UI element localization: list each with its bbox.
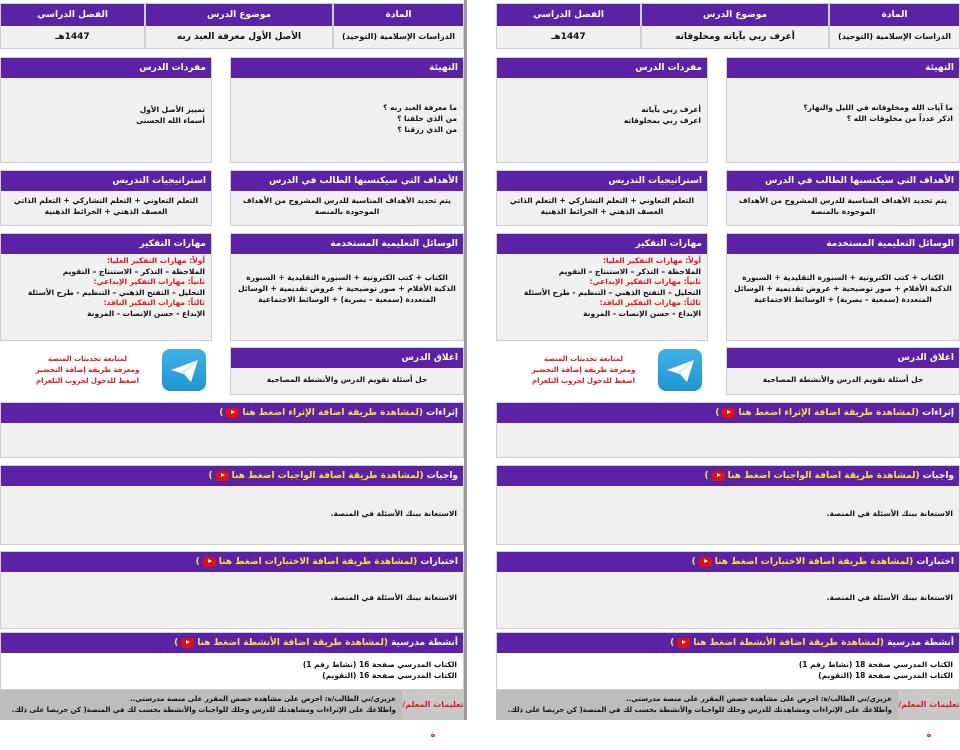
text-line: التعلم التعاوني + التعلم التشاركي + التعلم الذاتي <box>13 196 199 205</box>
text-line: اضغط للدخول لجروب التلغرام <box>532 377 635 385</box>
skill-heading: ثالثاً: مهارات التفكير الناقد: <box>103 298 205 307</box>
warmup-lines <box>727 78 959 128</box>
means-box <box>726 233 960 341</box>
activities-video-link[interactable] <box>670 638 884 648</box>
skill-heading: أولاً: مهارات التفكير العليا: <box>603 256 701 265</box>
means-text: الكتاب + كتب الكترونية + السبورة التقليدية + السبورة الذكية الأقلام + صور توضيحية + عروض تقديمية + الوسائل المتعددة (سمعية – بصرية) + الوسائط الاجتماعية <box>238 273 456 304</box>
skill-heading: ثانياً: مهارات التفكير الإبداعي: <box>93 277 205 286</box>
page-divider <box>464 0 467 720</box>
subject-value: الدراسات الإسلامية (التوحيد) <box>830 26 959 48</box>
telegram-icon[interactable] <box>162 349 206 391</box>
activities-title: أنشطة مدرسية <box>887 638 954 648</box>
term-value: 1447هـ <box>497 26 640 48</box>
objectives-box <box>726 170 960 226</box>
tests-box <box>0 551 464 629</box>
instructions-text <box>496 690 898 720</box>
tests-text: الاستعانة ببنك الأسئلة في المنصة. <box>826 593 953 602</box>
term-label: الفصل الدراسي <box>1 4 144 26</box>
closure-title: اغلاق الدرس <box>231 348 463 368</box>
youtube-icon <box>699 557 712 567</box>
link-text: (لمشاهدة طريقة اضافة الاختبارات اضغط هنا <box>714 557 914 567</box>
youtube-icon <box>677 638 690 648</box>
skills-list <box>1 254 211 323</box>
vocab-box <box>0 57 212 163</box>
link-close: ) <box>715 408 720 418</box>
text-line: واطلاعك على الإثراءات ومشاهدتك للدرس وحلك للواجبات والأنشطة بحسب لك في المنصة( كن حريصا على ذلك. <box>507 706 892 714</box>
lesson-plan-page <box>0 0 464 739</box>
text-line: من الذي رزقنا ؟ <box>397 125 457 134</box>
text-line: واطلاعك على الإثراءات ومشاهدتك للدرس وحلك للواجبات والأنشطة بحسب لك في المنصة( كن حريصا على ذلك. <box>11 706 396 714</box>
link-text: (لمشاهدة طريقة اضافة الواجبات اضغط هنا <box>727 471 920 481</box>
tests-box <box>496 551 960 629</box>
warmup-title: التهيئة <box>231 58 463 78</box>
text-line: ما معرفة العبد ربه ؟ <box>383 103 457 112</box>
activities-lines <box>1 653 463 685</box>
term-cell <box>496 3 641 49</box>
header-table <box>496 3 960 49</box>
skills-box <box>496 233 708 341</box>
text-line: ومعرفة طريقة إضافة التحضير <box>35 366 140 374</box>
link-text: (لمشاهدة طريقة اضافة الاختبارات اضغط هنا <box>218 557 418 567</box>
instructions-label: تعليمات المعلم/ة <box>402 700 464 739</box>
skill-heading: أولاً: مهارات التفكير العليا: <box>107 256 205 265</box>
strategies-title: استراتيجيات التدريس <box>1 171 211 191</box>
skill-text: التحليل – التفتح الذهني – التنظيم - طرح الأسئلة <box>27 287 205 297</box>
link-close: ) <box>704 471 709 481</box>
vocab-title: مفردات الدرس <box>497 58 707 78</box>
text-line: عزيزي/تي الطالب/ة: احرص على مشاهدة حصص المقرر على منصة مدرستي.. <box>625 695 892 703</box>
closure-box <box>230 347 464 395</box>
text-line: عزيزي/تي الطالب/ة: احرص على مشاهدة حصص المقرر على منصة مدرستي.. <box>129 695 396 703</box>
text-line: لمتابعة تحديثات المنصة <box>47 355 128 363</box>
strategies-lines <box>497 191 707 221</box>
tests-text: الاستعانة ببنك الأسئلة في المنصة. <box>330 593 457 602</box>
enrichment-video-link[interactable] <box>219 408 423 418</box>
text-line: أعرف ربي بآياته <box>641 105 701 114</box>
text-line: العصف الذهني + الخرائط الذهنية <box>44 207 168 216</box>
text-line: من الذي خلقنا ؟ <box>397 114 457 123</box>
homework-title: واجبات <box>922 471 954 481</box>
link-text: (لمشاهدة طريقة اضافة الأنشطة اضغط هنا <box>197 638 388 648</box>
closure-text: حل أسئلة تقويم الدرس والأنشطة المصاحبة <box>762 375 924 384</box>
text-line: ما آيات الله ومخلوقاته في الليل والنهار؟ <box>803 103 953 112</box>
text-line: ومعرفة طريقة إضافة التحضير <box>531 366 636 374</box>
telegram-promo[interactable] <box>20 350 155 391</box>
tests-video-link[interactable] <box>692 557 914 567</box>
subject-cell <box>333 3 464 49</box>
tests-video-link[interactable] <box>196 557 418 567</box>
text-line: اضغط للدخول لجروب التلغرام <box>36 377 139 385</box>
enrichment-video-link[interactable] <box>715 408 919 418</box>
skills-title: مهارات التفكير <box>1 234 211 254</box>
term-cell <box>0 3 145 49</box>
activities-video-link[interactable] <box>174 638 388 648</box>
teacher-instructions <box>0 690 464 739</box>
topic-value: الأصل الأول معرفة العبد ربه <box>146 26 332 48</box>
warmup-box <box>230 57 464 163</box>
link-close: ) <box>174 638 179 648</box>
topic-label: موضوع الدرس <box>642 4 828 26</box>
skills-list <box>497 254 707 323</box>
link-close: ) <box>219 408 224 418</box>
text-line: التعلم التعاوني + التعلم التشاركي + التعلم الذاتي <box>509 196 695 205</box>
subject-value: الدراسات الإسلامية (التوحيد) <box>334 26 463 48</box>
skill-text: الملاحظة – التذكر – الاستنتاج – التقويم <box>62 266 205 276</box>
topic-cell <box>641 3 829 49</box>
vocab-title: مفردات الدرس <box>1 58 211 78</box>
vocab-lines <box>1 78 211 130</box>
skill-text: الملاحظة – التذكر – الاستنتاج – التقويم <box>558 266 701 276</box>
closure-box <box>726 347 960 395</box>
vocab-box <box>496 57 708 163</box>
term-label: الفصل الدراسي <box>497 4 640 26</box>
skill-text: الإبداع - حسن الإنصات - المرونة <box>583 308 701 318</box>
objectives-box <box>230 170 464 226</box>
text-line: لمتابعة تحديثات المنصة <box>543 355 624 363</box>
activities-box <box>0 632 464 690</box>
activities-box <box>496 632 960 690</box>
link-close: ) <box>691 557 696 567</box>
skills-title: مهارات التفكير <box>497 234 707 254</box>
means-box <box>230 233 464 341</box>
homework-video-link[interactable] <box>705 471 920 481</box>
homework-text: الاستعانة ببنك الأسئلة في المنصة. <box>826 509 953 518</box>
instructions-text <box>0 690 402 720</box>
teacher-instructions <box>496 690 960 739</box>
means-text: الكتاب + كتب الكترونية + السبورة التقليدية + السبورة الذكية الأقلام + صور توضيحية + عروض تقديمية + الوسائل المتعددة (سمعية – بصرية) + الوسائط الاجتماعية <box>734 273 952 304</box>
youtube-icon <box>181 638 194 648</box>
text-line: العصف الذهني + الخرائط الذهنية <box>540 207 664 216</box>
text-line: اعرف ربي بمخلوقاته <box>623 116 701 125</box>
text-line: أسماء الله الحسنى <box>136 116 205 125</box>
closure-text: حل أسئلة تقويم الدرس والأنشطة المصاحبة <box>266 375 428 384</box>
skill-heading: ثالثاً: مهارات التفكير الناقد: <box>599 298 701 307</box>
objectives-title: الأهداف التي سيكتسبها الطالب في الدرس <box>727 171 959 191</box>
homework-title: واجبات <box>426 471 458 481</box>
topic-label: موضوع الدرس <box>146 4 332 26</box>
warmup-lines <box>231 78 463 139</box>
subject-label: المادة <box>830 4 959 26</box>
homework-video-link[interactable] <box>209 471 424 481</box>
vocab-lines <box>497 78 707 130</box>
closure-title: اغلاق الدرس <box>727 348 959 368</box>
objectives-text: يتم تحديد الأهداف المناسبة للدرس المشروح من الأهداف الموجودة بالمنصة <box>738 196 947 216</box>
term-value: 1447هـ <box>1 26 144 48</box>
youtube-icon <box>203 557 216 567</box>
tests-title: اختبارات <box>420 557 458 567</box>
subject-label: المادة <box>334 4 463 26</box>
means-title: الوسائل التعليمية المستخدمة <box>231 234 463 254</box>
homework-text: الاستعانة ببنك الأسئلة في المنصة. <box>330 509 457 518</box>
link-close: ) <box>195 557 200 567</box>
text-line: الكتاب المدرسي صفحة 16 (نشاط رقم 1) <box>302 660 457 669</box>
telegram-icon[interactable] <box>658 349 702 391</box>
homework-box <box>496 465 960 545</box>
youtube-icon <box>712 471 725 481</box>
text-line: الكتاب المدرسي صفحة 18 (نشاط رقم 1) <box>798 660 953 669</box>
enrichment-title: إثراءات <box>922 408 954 418</box>
text-line: الكتاب المدرسي صفحة 16 (التقويم) <box>322 671 457 680</box>
strategies-box <box>496 170 708 226</box>
objectives-title: الأهداف التي سيكتسبها الطالب في الدرس <box>231 171 463 191</box>
activities-lines <box>497 653 959 685</box>
skill-text: الإبداع - حسن الإنصات - المرونة <box>87 308 205 318</box>
homework-box <box>0 465 464 545</box>
instructions-label: تعليمات المعلم/ة <box>898 700 960 739</box>
link-text: (لمشاهدة طريقة اضافة الواجبات اضغط هنا <box>231 471 424 481</box>
text-line: اذكر عدداً من مخلوقات الله ؟ <box>846 114 953 123</box>
tests-title: اختبارات <box>916 557 954 567</box>
enrichment-box <box>496 402 960 458</box>
skill-heading: ثانياً: مهارات التفكير الإبداعي: <box>589 277 701 286</box>
strategies-box <box>0 170 212 226</box>
text-line: تمييز الأصل الأول <box>139 105 205 114</box>
link-text: (لمشاهدة طريقة اضافة الأنشطة اضغط هنا <box>693 638 884 648</box>
youtube-icon <box>226 408 239 418</box>
text-line: الكتاب المدرسي صفحة 18 (التقويم) <box>818 671 953 680</box>
enrichment-box <box>0 402 464 458</box>
link-close: ) <box>208 471 213 481</box>
strategies-title: استراتيجيات التدريس <box>497 171 707 191</box>
subject-cell <box>829 3 960 49</box>
warmup-box <box>726 57 960 163</box>
means-title: الوسائل التعليمية المستخدمة <box>727 234 959 254</box>
skill-text: التحليل – التفتح الذهني – التنظيم - طرح الأسئلة <box>523 287 701 297</box>
youtube-icon <box>216 471 229 481</box>
skills-box <box>0 233 212 341</box>
warmup-title: التهيئة <box>727 58 959 78</box>
link-text: (لمشاهدة طريقة اضافة الإثراء اضغط هنا <box>738 408 919 418</box>
header-table <box>0 3 464 49</box>
enrichment-title: إثراءات <box>426 408 458 418</box>
strategies-lines <box>1 191 211 221</box>
link-text: (لمشاهدة طريقة اضافة الإثراء اضغط هنا <box>242 408 423 418</box>
lesson-plan-page <box>496 0 960 739</box>
link-close: ) <box>670 638 675 648</box>
activities-title: أنشطة مدرسية <box>391 638 458 648</box>
objectives-text: يتم تحديد الأهداف المناسبة للدرس المشروح من الأهداف الموجودة بالمنصة <box>242 196 451 216</box>
telegram-promo[interactable] <box>516 350 651 391</box>
youtube-icon <box>722 408 735 418</box>
topic-cell <box>145 3 333 49</box>
topic-value: أعرف ربي بآياته ومخلوقاته <box>642 26 828 48</box>
